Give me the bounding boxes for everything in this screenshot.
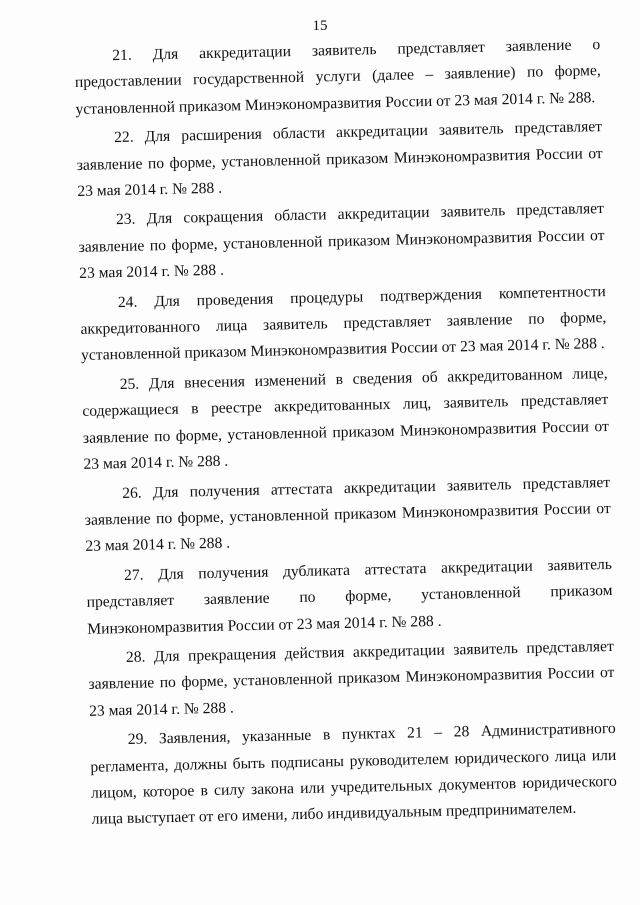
paragraph-23: 23. Для сокращения области аккредитации заявитель представляет заявление по форме, установленной приказом Минэкономразвития России от 23 мая 2014 г. № 288 .: [78, 200, 605, 283]
paragraph-29: 29. Заявления, указанные в пунктах 21 – 28 Административного регламента, должны быть подписаны руководителем юридического лица или лицом, которое в силу закона или учредительных документов юридического лица выступает от его имени, либо индивидуальным предпринимателем.: [90, 720, 618, 829]
paragraph-27: 27. Для получения дубликата аттестата аккредитации заявитель представляет заявление по форме, установленной приказом Минэкономразвития России от 23 мая 2014 г. № 288 .: [86, 555, 613, 638]
page-number: 15: [312, 18, 328, 34]
paragraph-26: 26. Для получения аттестата аккредитации заявитель представляет заявление по форме, установленной приказом Минэкономразвития России от 23 мая 2014 г. № 288 .: [84, 473, 611, 556]
paragraph-24: 24. Для проведения процедуры подтверждения компетентности аккредитованного лица заявитель представляет заявление по форме, установленной приказом Минэкономразвития России от 23 мая 2014 г. № 288 .: [80, 282, 607, 365]
paragraph-22: 22. Для расширения области аккредитации заявитель представляет заявление по форме, установленной приказом Минэкономразвития России от 23 мая 2014 г. № 288 .: [76, 118, 603, 200]
document-body: [74, 32, 618, 837]
paragraph-25: 25. Для внесения изменений в сведения об аккредитованном лице, содержащиеся в реестре аккредитованных лиц, заявитель представляет заявление по форме, установленной приказом Минэкономразвития России от 23 мая 2014 г. № 288 .: [82, 364, 610, 473]
paragraph-21: 21. Для аккредитации заявитель представляет заявление о предоставлении государственной услуги (далее – заявление) по форме, установленной приказом Минэкономразвития России от 23 мая 2014 г. № 288.: [74, 36, 601, 118]
paragraph-28: 28. Для прекращения действия аккредитации заявитель представляет заявление по форме, установленной приказом Минэкономразвития России от 23 мая 2014 г. № 288 .: [88, 637, 615, 720]
